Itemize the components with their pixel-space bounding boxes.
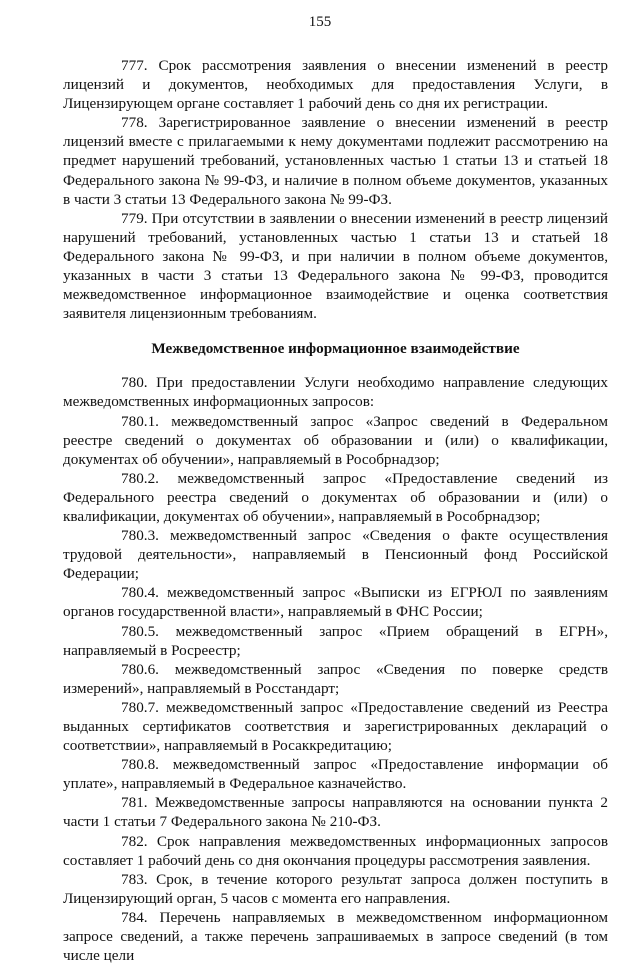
paragraph-780: 780. При предоставлении Услуги необходимо направление следующих межведомственных информационных запросов: bbox=[63, 374, 608, 411]
paragraph-782: 782. Срок направления межведомственных информационных запросов составляет 1 рабочий день со дня окончания процедуры рассмотрения заявления. bbox=[63, 832, 608, 869]
page-number: 155 bbox=[308, 14, 332, 30]
paragraph-780-3: 780.3. межведомственный запрос «Сведения о факте осуществления трудовой деятельности», направляемый в Пенсионный фонд Российской Федерации; bbox=[63, 527, 608, 583]
paragraph-780-4: 780.4. межведомственный запрос «Выписки из ЕГРЮЛ по заявлениям органов государственной власти», направляемый в ФНС России; bbox=[63, 584, 608, 621]
paragraph-777: 777. Срок рассмотрения заявления о внесении изменений в реестр лицензий и документов, необходимых для предоставления Услуги, в Лицензирующем органе составляет 1 рабочий день со дня их регистрации. bbox=[63, 57, 608, 113]
paragraph-781: 781. Межведомственные запросы направляются на основании пункта 2 части 1 статьи 7 Федерального закона № 210-ФЗ. bbox=[63, 794, 608, 831]
paragraph-780-5: 780.5. межведомственный запрос «Прием обращений в ЕГРН», направляемый в Росреестр; bbox=[63, 622, 608, 659]
paragraph-779: 779. При отсутствии в заявлении о внесении изменений в реестр лицензий нарушений требований, установленных частью 1 статьи 13 и статьей 18 Федерального закона № 99-ФЗ, и при наличии в полном объеме документов, указанных в части 3 статьи 13 Федерального закона № 99-ФЗ, проводится межведомственное информационное взаимодействие и оценка соответствия заявителя лицензионным требованиям. bbox=[63, 209, 608, 323]
paragraph-783: 783. Срок, в течение которого результат запроса должен поступить в Лицензирующий орган, 5 часов с момента его направления. bbox=[63, 870, 608, 907]
document-body bbox=[63, 56, 608, 965]
paragraph-780-2: 780.2. межведомственный запрос «Предоставление сведений из Федерального реестра сведений о документах об образовании и (или) о квалификации, документах об обучении», направляемый в Рособрнадзор; bbox=[63, 469, 608, 525]
paragraph-780-6: 780.6. межведомственный запрос «Сведения по поверке средств измерений», направляемый в Росстандарт; bbox=[63, 660, 608, 697]
paragraph-780-8: 780.8. межведомственный запрос «Предоставление информации об уплате», направляемый в Федеральное казначейство. bbox=[63, 756, 608, 793]
paragraph-780-1: 780.1. межведомственный запрос «Запрос сведений в Федеральном реестре сведений о документах об образовании и (или) о квалификации, документах об обучении», направляемый в Рособрнадзор; bbox=[63, 412, 608, 468]
paragraph-784: 784. Перечень направляемых в межведомственном информационном запросе сведений, а также перечень запрашиваемых в запросе сведений (в том числе цели bbox=[63, 908, 608, 965]
paragraph-778: 778. Зарегистрированное заявление о внесении изменений в реестр лицензий вместе с прилагаемыми к нему документами подлежит рассмотрению на предмет нарушений требований, установленных частью 1 статьи 13 и статьей 18 Федерального закона № 99-ФЗ, и наличие в полном объеме документов, указанных в части 3 статьи 13 Федерального закона № 99-ФЗ. bbox=[63, 114, 608, 208]
section-heading: Межведомственное информационное взаимодействие bbox=[151, 340, 520, 358]
paragraph-780-7: 780.7. межведомственный запрос «Предоставление сведений из Реестра выданных сертификатов соответствия и зарегистрированных деклараций о соответствии», направляемый в Росаккредитацию; bbox=[63, 698, 608, 755]
